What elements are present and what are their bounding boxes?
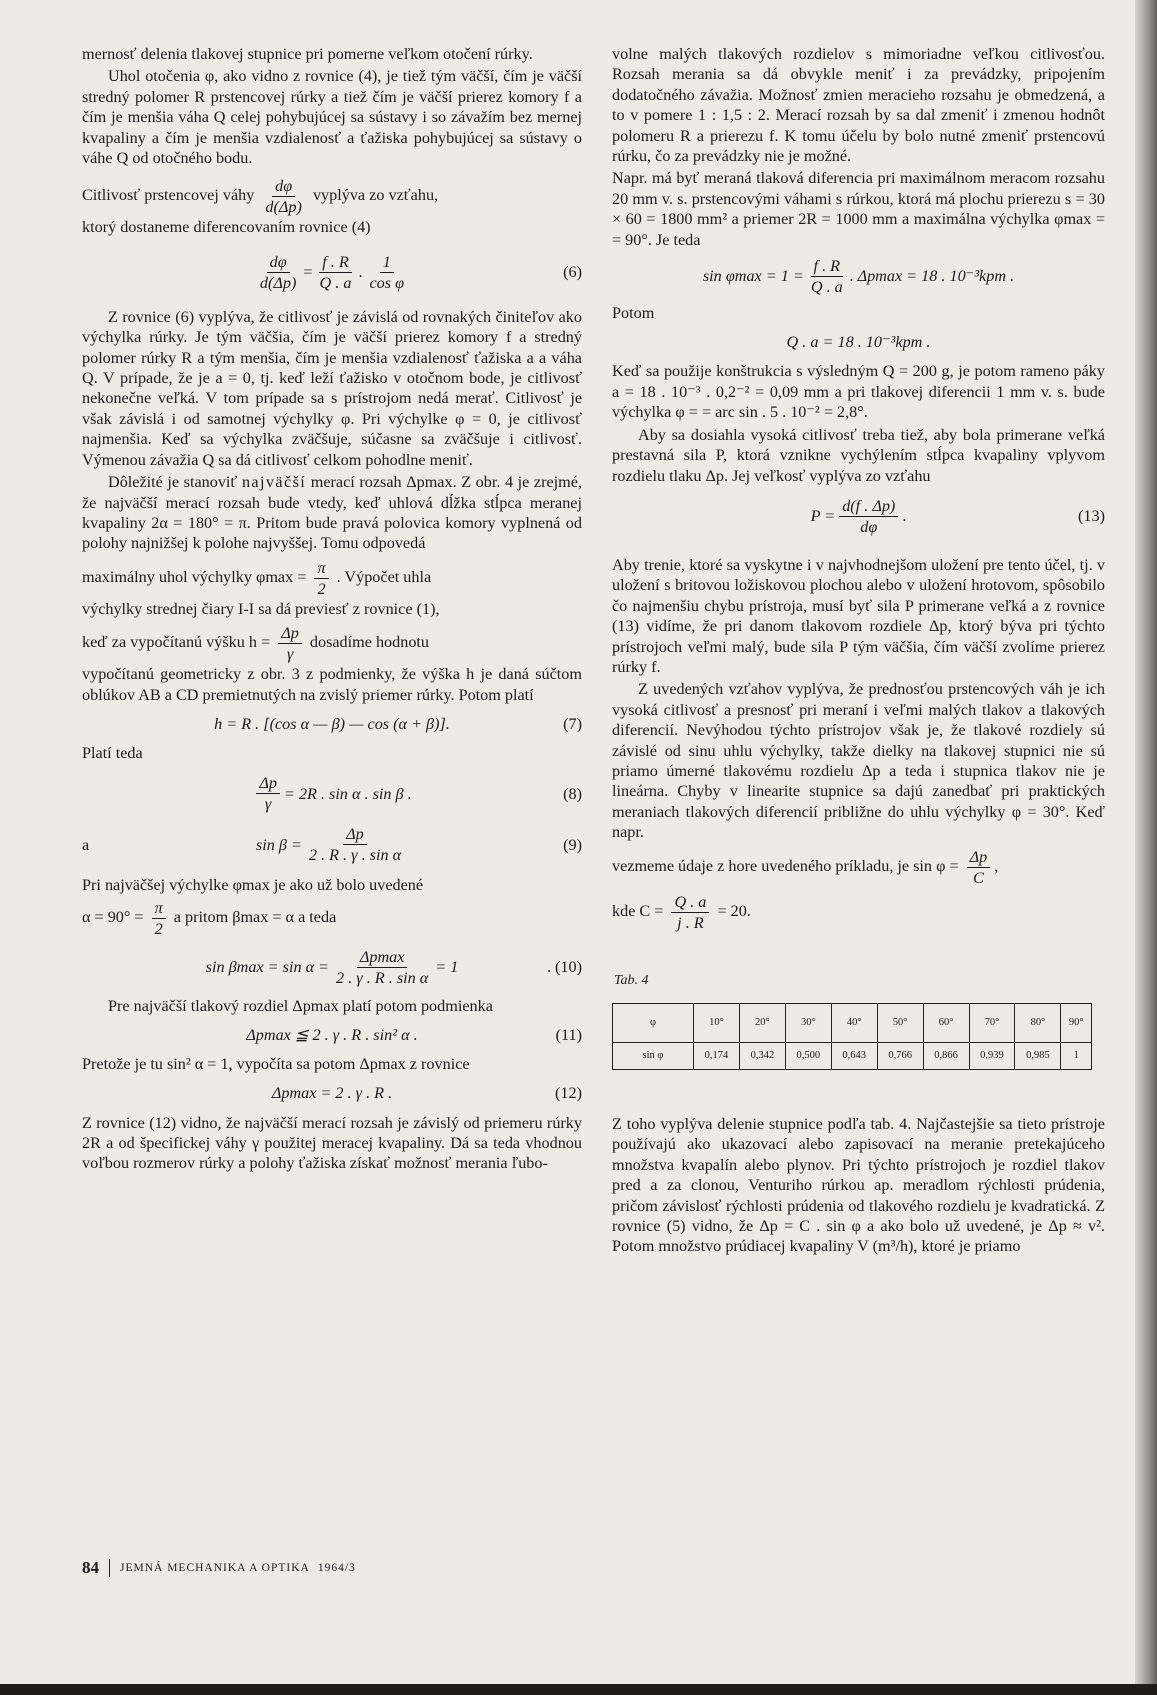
equation-8: $\frac{\Delta p}{\gamma}$ = 2R . sin α . sin β . (8) <box>82 773 582 814</box>
table-cell: 0,985 <box>1015 1043 1061 1070</box>
table-cell: 50° <box>877 1004 923 1043</box>
table-cell: 60° <box>923 1004 969 1043</box>
table-cell: 20° <box>739 1004 785 1043</box>
equation-12: Δpmax = 2 . γ . R . (12) <box>271 1084 582 1103</box>
journal-issue: 1964/3 <box>317 1562 356 1574</box>
divider <box>109 1559 110 1577</box>
alpha-line: α = 90° = $\frac{\pi}{2}$ a pritom βmax = α a teda <box>82 898 337 938</box>
paragraph: Napr. má byť meraná tlaková diferencia pri maximálnom meracom rozsahu 20 mm v. s. prstencovými váhami s rúrkou, ktorá má plochu prierezu s = 30 × 60 = 1800 mm² a priemer 2R = 1000 mm a maximálna výchylka φmax = = 90°. Je teda <box>612 169 1105 249</box>
journal-name: JEMNÁ MECHANIKA A OPTIKA <box>120 1562 310 1574</box>
table-cell: 90° <box>1061 1004 1092 1043</box>
paragraph: Dôležité je stanoviť najväčší merací rozsah Δpmax. Z obr. 4 je zrejmé, že najväčší merací rozsah bude vtedy, keď uhlová dĺžka stĺpca meranej kvapaliny 2α = 180° = π. Pritom bude pravá polovica komory vyplnená od polohy najnižšej k polohe najvyššej. Tomu odpovedá <box>82 473 582 553</box>
table-cell: 70° <box>969 1004 1015 1043</box>
table-cell: 1 <box>1061 1043 1092 1070</box>
left-column: mernosť delenia tlakovej stupnice pri pomerne veľkom otočení rúrky. Uhol otočenia φ, ako vidno z rovnice (4), je tiež tým väčší, čím je väčší stredný polomer R prstencovej rúrky a tiež čím je väčší prierez komory f a čím je menšia váha Q celej pohybujúcej sa sústavy i so závažím bez mernej kvapaliny a čím je menšia vzdialenosť a ťažiska pohybujúcej sa sústavy o váhe Q od otočného bodu. Citlivosť prstencovej váhy $\frac{d\varphi}{d(\Delta p)}$ vyplýva zo vzťahu, ktorý dostaneme diferencovaním rovnice (4) $\frac{d\varphi}{d(\Delta p)}$ = $\frac{f . R}{Q . a}$ . $\frac{1}{\text{cos φ}}$ (6) Z rovnice (6) vyplýva, že citlivosť je závislá od rovnakých činiteľov ako výchylka rúrky. Je tým väčšia, čím je väčší prierez komory f a stredný polomer rúrky R a tým menšia, čím je menšia vzdialenosť ťažiska a a váha Q. V prípade, že je a = 0, tj. keď leží ťažisko v otočnom bode, je citlivosť nekonečne veľká. V tom prípade sa s prístrojom nedá merať. Citlivosť je však závislá i od samotnej výchylky φ. Pri výchylke φ = 0, je citlivosť najmenšia. Keď sa výchylka zväčšuje, súčasne sa zväčšuje i citlivosť. Výmenou závažia Q sa dá citlivosť celkom pohodlne meniť. Dôležité je stanoviť najväčší merací rozsah Δpmax. Z obr. 4 je zrejmé, že najväčší merací rozsah bude vtedy, keď uhlová dĺžka stĺpca meranej kvapaliny 2α = 180° = π. Pritom bude pravá polovica komory vyplnená od polohy najnižšej k polohe najvyššej. Tomu odpovedá maximálny uhol výchylky φmax = $\frac{\pi}{2}$ . Výpočet uhla výchylky strednej čiary I-I sa dá previesť z rovnice (1), keď za vypočítanú výšku h = $\frac{\Delta p}{\gamma}$ dosadíme hodnotu vypočítanú geometricky z obr. 3 z podmienky, že výška h je daná súčtom oblúkov AB a CD premietnutých na zvislý priemer rúrky. Potom platí h = R . [(cos α — β) — cos (α + β)]. (7) Platí teda $\frac{\Delta p}{\gamma}$ = 2R . sin α . sin β . (8) a sin β = $\frac{\Delta p}{\text{2 . R . γ . sin α}}$ (9) Pri najväčšej výchylke φmax je ako už bolo uvedené α = 90° = $\frac{\pi}{2}$ a pritom βmax = α a teda sin βmax = sin α = $\frac{\Delta pmax}{\text{2 . γ . R . sin α}}$ = 1 . (10) Pre najväčší tlakový rozdiel Δpmax platí potom podmienka Δpmax ≦ 2 . γ . R . sin² α . (11) Pretože je tu sin² α = 1, vypočíta sa potom Δpmax z rovnice Δpmax = 2 . γ . R . (12) Z rovnice (12) vidno, že najväčší merací rozsah je závislý od priemeru rúrky 2R a od špecifickej váhy γ použitej meracej kvapaliny. Dá sa teda vhodnou voľbou rozmerov rúrky a polohy ťažiska získať možnosť merania ľubo- <box>82 45 582 1173</box>
table-cell: 0,766 <box>877 1043 923 1070</box>
fraction: $\frac{d\varphi}{d(\Delta p)}$ <box>265 177 302 217</box>
equation-7: h = R . [(cos α — β) — cos (α + β)]. (7) <box>214 714 582 733</box>
paragraph: mernosť delenia tlakovej stupnice pri pomerne veľkom otočení rúrky. <box>82 45 533 63</box>
paragraph: Platí teda <box>82 743 143 762</box>
table-cell: 0,500 <box>785 1043 831 1070</box>
table-cell: 10° <box>694 1004 740 1043</box>
table-cell: 0,939 <box>969 1043 1015 1070</box>
equation-10: sin βmax = sin α = $\frac{\Delta pmax}{\text{2 . γ . R . sin α}}$ = 1 . (10) <box>205 947 582 987</box>
sensitivity-sentence: Citlivosť prstencovej váhy $\frac{d\varphi}{d(\Delta p)}$ vyplýva zo vzťahu, ktorý dostaneme diferencovaním rovnice (4) <box>82 177 439 237</box>
paragraph: Aby trenie, ktoré sa vyskytne i v najvhodnejšom uložení pre tento účel, tj. v uložení s britovou ložiskovou plochou alebo v uložení hrotovom, spôsobilo čo najmenšiu chybu prístroja, musí byť sila P primerane veľká a z rovnice (13) vidíme, že pri danom tlakovom rozdiele Δp, ktorý býva pri týchto prístrojoch veľmi malý, bude sila P tým väčšia, čím väčší zvolíme prierez rúrky f. <box>612 555 1105 676</box>
table-cell: 0,866 <box>923 1043 969 1070</box>
equation-13: P = $\frac{d(f . \Delta p)}{d\varphi}$ . (13) <box>810 496 1105 536</box>
table-cell: 80° <box>1015 1004 1061 1043</box>
sine-table <box>612 1003 1092 1070</box>
paragraph: Potom <box>612 304 655 323</box>
equation-11: Δpmax ≦ 2 . γ . R . sin² α . (11) <box>246 1025 582 1044</box>
equation-example: sin φmax = 1 = $\frac{f . R}{Q . a}$ . Δpmax = 18 . 10⁻³kpm . <box>702 257 1015 297</box>
c-definition-line: kde C = $\frac{Q . a}{j . R}$ = 20. <box>612 892 751 932</box>
page-footer <box>82 1558 356 1578</box>
table-row: φ 10° 20° 30° 40° 50° 60° 70° 80° 90° <box>613 1004 1092 1043</box>
paragraph: Z rovnice (12) vidno, že najväčší merací rozsah je závislý od priemeru rúrky 2R a od špecifickej váhy γ použitej meracej kvapaliny. Dá sa teda vhodnou voľbou rozmerov rúrky a polohy ťažiska získať možnosť merania ľubo- <box>82 1113 582 1173</box>
paragraph: vypočítanú geometricky z obr. 3 z podmienky, že výška h je daná súčtom oblúkov AB a CD premietnutých na zvislý priemer rúrky. Potom platí <box>82 665 582 704</box>
sin-phi-line: vezmeme údaje z hore uvedeného príkladu, je sin φ = $\frac{\Delta p}{C}$ , <box>612 847 999 887</box>
table-cell: 0,342 <box>739 1043 785 1070</box>
table-cell: 30° <box>785 1004 831 1043</box>
page-edge-shadow <box>1135 0 1157 1695</box>
equation-9: a sin β = $\frac{\Delta p}{\text{2 . R . γ . sin α}}$ (9) <box>82 825 582 865</box>
paragraph: volne malých tlakových rozdielov s mimoriadne veľkou citlivosťou. Rozsah merania sa dá obvykle meniť i za prevádzky, pripojením dodatočného závažia. Možnosť zmien meracieho rozsahu je obmedzená, a to v pomere 1 : 1,5 : 2. Merací rozsah by sa dal zmeniť i zmenou hodnôt polomeru R a prierezu f. K tomu účelu by bolo nutné zmeniť prstencovú rúrku, čo za prevádzky nie je možné. <box>612 45 1105 166</box>
paragraph: Aby sa dosiahla vysoká citlivosť treba tiež, aby bola primerane veľká prestavná sila P, ktorá vznikne vychýlením stĺpca kvapaliny vplyvom rozdielu tlaku Δp. Jej veľkosť vyplýva zo vzťahu <box>612 425 1105 485</box>
table-caption: Tab. 4 <box>614 972 649 988</box>
max-angle-line: maximálny uhol výchylky φmax = $\frac{\pi}{2}$ . Výpočet uhla <box>82 558 432 598</box>
paragraph: Keď sa použije konštrukcia s výsledným Q = 200 g, je potom rameno páky a = 18 . 10⁻³ . 0,2⁻² = 0,09 mm a pri tlakovej diferencii 1 mm v. s. bude výchylka φ = = arc sin . 5 . 10⁻² = 2,8°. <box>612 362 1105 422</box>
scan-bottom-edge <box>0 1684 1157 1695</box>
right-column <box>612 44 1105 1259</box>
table-row: sin φ 0,174 0,342 0,500 0,643 0,766 0,866 0,939 0,985 1 <box>613 1043 1092 1070</box>
height-line: keď za vypočítanú výšku h = $\frac{\Delta p}{\gamma}$ dosadíme hodnotu <box>82 624 430 664</box>
paragraph: Pretože je tu sin² α = 1, vypočíta sa potom Δpmax z rovnice <box>82 1055 470 1074</box>
equation-6: $\frac{d\varphi}{d(\Delta p)}$ = $\frac{f . R}{Q . a}$ . $\frac{1}{\text{cos φ}}$ (6) <box>259 252 582 292</box>
equation-number: (6) <box>563 263 582 282</box>
paragraph: Z uvedených vzťahov vyplýva, že prednosťou prstencových váh je ich vysoká citlivosť a presnosť pri meraní i veľmi malých tlakov a tlakových diferencií. Nevýhodou týchto prístrojov však je, že tlakové rozdiely sú závislé od sinu uhlu výchylky, takže dielky na tlakovej stupnici nie sú priamo úmerné tlakovému rozdielu Δp a teda i stupnica tlakov nie je lineárna. Chyby v linearite stupnice sa dajú zanedbať pri praktických meraniach tlakových diferencií približne do uhlu výchylky φ = 30°. Keď napr. <box>612 680 1105 842</box>
equation-qa: Q . a = 18 . 10⁻³kpm . <box>786 333 931 352</box>
table-cell: 0,643 <box>831 1043 877 1070</box>
page-number: 84 <box>82 1558 99 1577</box>
table-4 <box>612 971 1105 1070</box>
paragraph: Z toho vyplýva delenie stupnice podľa tab. 4. Najčastejšie sa tieto prístroje používajú ako ukazovací alebo zapisovací na meranie pretekajúceho množstva kvapalín alebo plynov. Pri týchto prístrojoch je rozdiel tlakov pred a za clonou, Venturiho rúrkou ap. meradlom rýchlosti prúdenia, pričom závislosť rýchlosti prúdenia od tlakového rozdielu je kvadratická. Z rovnice (5) vidno, že Δp = C . sin φ a ako bolo už uvedené, je Δp ≈ v². Potom množstvo prúdiacej kvapaliny V (m³/h), ktoré je priamo <box>612 1115 1105 1256</box>
table-cell: 0,174 <box>694 1043 740 1070</box>
paragraph: Uhol otočenia φ, ako vidno z rovnice (4), je tiež tým väčší, čím je väčší stredný polomer R prstencovej rúrky a tiež čím je väčší prierez komory f a čím je menšia váha Q celej pohybujúcej sa sústavy i so závažím bez mernej kvapaliny a čím je menšia vzdialenosť a ťažiska pohybujúcej sa sústavy o váhe Q od otočného bodu. <box>82 67 582 168</box>
table-cell: 40° <box>831 1004 877 1043</box>
paragraph: Pre najväčší tlakový rozdiel Δpmax platí potom podmienka <box>108 996 493 1015</box>
paragraph: Z rovnice (6) vyplýva, že citlivosť je závislá od rovnakých činiteľov ako výchylka rúrky. Je tým väčšia, čím je väčší prierez komory f a stredný polomer rúrky R a tým menšia, čím je menšia vzdialenosť ťažiska a a váha Q. V prípade, že je a = 0, tj. keď leží ťažisko v otočnom bode, je citlivosť nekonečne veľká. V tom prípade sa s prístrojom nedá merať. Citlivosť je však závislá i od samotnej výchylky φ. Pri výchylke φ = 0, je citlivosť najmenšia. Keď sa výchylka zväčšuje, súčasne sa zväčšuje i citlivosť. Výmenou závažia Q sa dá citlivosť celkom pohodlne meniť. <box>82 307 582 469</box>
paragraph: Pri najväčšej výchylke φmax je ako už bolo uvedené <box>82 876 424 895</box>
